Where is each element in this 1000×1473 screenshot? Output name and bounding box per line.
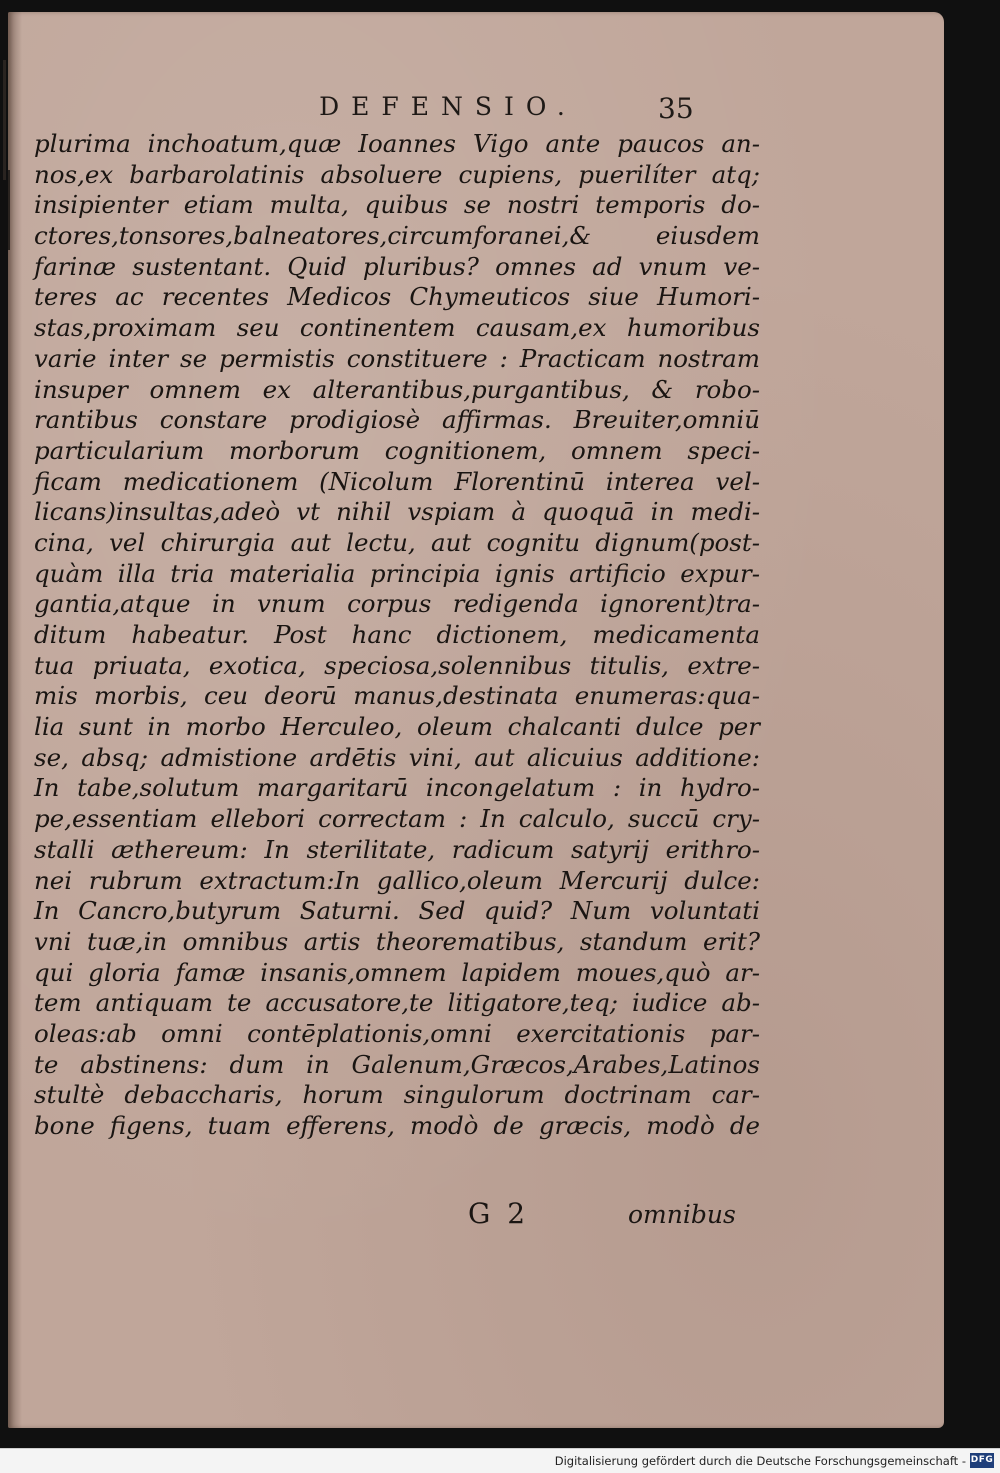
text-line: teres ac recentes Medicos Chymeuticos siue Humori-	[34, 282, 760, 312]
text-line: lia sunt in morbo Herculeo, oleum chalcanti dulce per	[34, 712, 760, 742]
text-line: oleas:ab omni contēplationis,omni exercitationis par-	[34, 1018, 760, 1048]
text-line: se, absq; admistione ardētis vini, aut alicuius additione:	[34, 742, 760, 772]
text-line: nos,ex barbarolatinis absoluere cupiens, puerilíter atq;	[34, 159, 760, 189]
text-line: cina, vel chirurgia aut lectu, aut cognitu dignum(post-	[34, 527, 760, 557]
scan-edge-mark	[3, 60, 6, 180]
text-line: rantibus constare prodigiosè affirmas. Breuiter,omniū	[34, 405, 760, 435]
page-number: 35	[658, 92, 694, 125]
text-line: insipienter etiam multa, quibus se nostri temporis do-	[34, 190, 760, 220]
text-line: stultè debaccharis, horum singulorum doctrinam car-	[34, 1080, 760, 1110]
scan-edge-mark	[8, 170, 10, 250]
text-line: tua priuata, exotica, speciosa,solennibus titulis, extre-	[34, 650, 760, 680]
text-line: insuper omnem ex alterantibus,purgantibus, & robo-	[34, 374, 760, 404]
text-line: te abstinens: dum in Galenum,Græcos,Arabes,Latinos	[34, 1049, 760, 1079]
text-line: In Cancro,butyrum Saturni. Sed quid? Num voluntati	[34, 896, 760, 926]
text-line: tem antiquam te accusatore,te litigatore,teq; iudice ab-	[34, 988, 760, 1018]
text-line: ditum habeatur. Post hanc dictionem, medicamenta	[34, 620, 760, 649]
text-line: plurima inchoatum,quæ Ioannes Vigo ante paucos an-	[34, 129, 760, 158]
text-line: farinæ sustentant. Quid pluribus? omnes ad vnum ve-	[34, 251, 760, 281]
running-head: DEFENSIO.	[319, 92, 577, 121]
text-line: particularium morborum cognitionem, omnem speci-	[34, 435, 760, 465]
book-page	[8, 12, 944, 1428]
text-line: qui gloria famæ insanis,omnem lapidem moues,quò ar-	[34, 957, 760, 987]
catchword: omnibus	[628, 1200, 736, 1229]
text-line: bone figens, tuam efferens, modò de græcis, modò de	[34, 1111, 760, 1140]
body-text	[34, 129, 760, 1142]
page-gutter-shadow	[8, 12, 22, 1428]
text-line: vni tuæ,in omnibus artis theorematibus, standum erit?	[34, 926, 760, 956]
text-line: varie inter se permistis constituere : Practicam nostram	[34, 343, 760, 373]
text-line: In tabe,solutum margaritarū incongelatum : in hydro-	[34, 773, 760, 803]
dfg-logo-icon: DFG	[970, 1453, 994, 1468]
digitization-footer	[0, 1448, 1000, 1473]
text-line: stas,proximam seu continentem causam,ex humoribus	[34, 313, 760, 343]
signature-mark: G 2	[468, 1197, 530, 1230]
text-line: mis morbis, ceu deorū manus,destinata enumeras:qua-	[34, 681, 760, 711]
text-line: quàm illa tria materialia principia ignis artificio expur-	[34, 558, 760, 588]
text-line: ficam medicationem (Nicolum Florentinū interea vel-	[34, 466, 760, 496]
text-line: licans)insultas,adeò vt nihil vspiam à quoquā in medi-	[34, 497, 760, 527]
funding-credit: Digitalisierung gefördert durch die Deutsche Forschungsgemeinschaft -	[554, 1454, 966, 1468]
text-line: ctores,tonsores,balneatores,circumforanei,& eiusdem	[34, 221, 760, 251]
text-line: nei rubrum extractum:In gallico,oleum Mercurij dulce:	[34, 865, 760, 895]
text-line: stalli æthereum: In sterilitate, radicum satyrij erithro-	[34, 834, 760, 864]
text-line: pe,essentiam ellebori correctam : In calculo, succū cry-	[34, 804, 760, 834]
text-line: gantia,atque in vnum corpus redigenda ignorent)tra-	[34, 589, 760, 619]
